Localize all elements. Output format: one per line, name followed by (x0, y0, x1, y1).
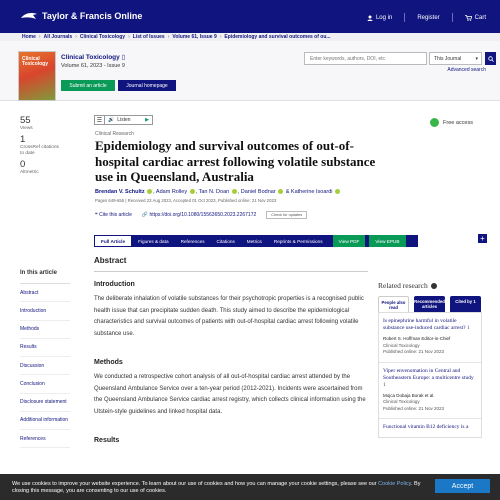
search-icon (488, 56, 494, 62)
login-label: Log in (375, 14, 393, 21)
orcid-icon[interactable] (190, 189, 195, 194)
audio-icon: 🔊 (108, 117, 115, 123)
toc-item[interactable]: Additional information (20, 412, 70, 430)
tab-metrics[interactable]: Metrics (246, 238, 262, 244)
search-scope-select[interactable] (429, 52, 482, 65)
related-author: Mojca Dobaja Borak et al. (383, 392, 435, 398)
tab-figures[interactable]: Figures & data (138, 238, 169, 244)
publication-info: Pages 649-655 | Received 23 Aug 2023, Accepted 01 Oct 2023, Published online: 21 Nov 2023 (95, 198, 277, 203)
related-date: Published online: 21 Nov 2023 (383, 405, 445, 411)
play-icon: ▶ (145, 117, 149, 123)
toc-item[interactable]: Methods (20, 321, 70, 339)
author-link[interactable]: Daniel Bodnar (240, 189, 276, 195)
cookie-text: We use cookies to improve your website experience. To learn about our use of cookies and how you can manage your cookie settings, please see our (12, 481, 377, 487)
related-journal: Clinical Toxicology (383, 342, 420, 348)
related-date: Published online: 21 Nov 2023 (383, 349, 445, 354)
divider (404, 13, 405, 22)
metric-views (20, 115, 33, 132)
tab-full-article[interactable]: Full Article (94, 235, 132, 247)
journal-title[interactable]: Clinical Toxicology ▯ (61, 54, 126, 61)
related-list (378, 312, 482, 438)
toc-item[interactable]: Introduction (20, 302, 70, 320)
article-tools (94, 115, 153, 125)
user-icon (367, 15, 373, 21)
related-meta (383, 393, 477, 413)
chevron-right-icon: › (219, 34, 222, 40)
submit-article-button[interactable]: Submit an article (61, 80, 115, 91)
section-heading: Results (94, 436, 120, 444)
check-updates-button[interactable]: Check for updates (266, 211, 307, 219)
orcid-icon[interactable] (147, 189, 152, 194)
author-link[interactable]: Brendan V. Schultz (95, 189, 145, 195)
site-logo[interactable] (20, 11, 142, 21)
chevron-right-icon: › (167, 34, 170, 40)
cover-text: Clinical Toxicology (22, 56, 49, 68)
abstract-heading: Abstract (94, 256, 368, 272)
chevron-right-icon: › (128, 34, 130, 40)
view-epub-button[interactable]: View EPUB (369, 235, 405, 247)
listen-button[interactable] (105, 115, 153, 125)
login-link[interactable] (367, 15, 392, 21)
divider (452, 13, 453, 22)
related-heading (378, 281, 482, 290)
breadcrumb-all-journals[interactable]: All Journals (43, 34, 73, 40)
article-toc (20, 270, 70, 448)
cite-link[interactable] (95, 212, 132, 218)
article-body (94, 256, 368, 450)
related-tabs (378, 296, 482, 312)
plus-icon: + (480, 233, 485, 243)
toc-item[interactable]: Disclosure statement (20, 394, 70, 412)
article-type: Clinical Research (95, 131, 134, 137)
metric-citations[interactable] (20, 134, 64, 157)
related-journal: Clinical Toxicology (383, 399, 420, 404)
top-nav (367, 13, 486, 22)
article-tabs (94, 235, 418, 247)
citation-links (95, 211, 307, 219)
breadcrumb-issues[interactable]: List of Issues (132, 34, 165, 40)
journal-volume[interactable]: Volume 61, 2023 - Issue 9 (61, 63, 125, 69)
advanced-search-link[interactable]: Advanced search (447, 67, 486, 73)
metric-label: CrossRef citations to date (20, 145, 59, 157)
chevron-right-icon: › (75, 34, 77, 40)
search-input[interactable] (304, 52, 427, 65)
breadcrumb-current: Epidemiology and survival outcomes of ou... (224, 34, 331, 40)
search-button[interactable] (485, 52, 496, 65)
metric-number: 1 (20, 134, 26, 145)
related-title-link[interactable]: Functional vitamin B12 deficiency is a (383, 424, 469, 430)
toc-item[interactable]: Results (20, 339, 70, 357)
free-access-badge (430, 118, 473, 127)
author-link[interactable]: Adam Rolley (155, 189, 188, 195)
related-author: Robert S. Hoffman Editor-in-Chief (383, 336, 451, 341)
breadcrumb-journal[interactable]: Clinical Toxicology (79, 34, 126, 40)
related-title: Related research (378, 281, 428, 290)
author-list: Brendan V. Schultz , Adam Rolley , Tan N. Doan , Daniel Bodnar & Katherine Isoardi (95, 188, 395, 197)
view-mode-button[interactable] (94, 115, 105, 125)
doi-link[interactable] (142, 212, 256, 218)
cookie-policy-link[interactable]: Cookie Policy (378, 481, 411, 487)
metric-label: Views (20, 126, 33, 132)
orcid-icon[interactable] (335, 189, 340, 194)
listen-label: Listen (117, 117, 131, 123)
breadcrumb-home[interactable]: Home (22, 34, 36, 40)
info-icon[interactable] (431, 283, 437, 289)
register-label: Register (417, 14, 440, 21)
cookie-banner (0, 474, 500, 500)
section-heading: Introduction (94, 281, 135, 288)
journal-header (0, 41, 500, 101)
search-scope-value: This Journal (434, 55, 462, 62)
metric-number: 0 (20, 159, 26, 170)
register-link[interactable] (417, 15, 439, 21)
view-pdf-button[interactable]: View PDF (333, 235, 366, 247)
cite-label: Cite this article (99, 212, 132, 218)
toc-item[interactable]: References (20, 430, 70, 448)
metric-altmetric[interactable] (20, 159, 39, 176)
tab-reprints[interactable]: Reprints & Permissions (273, 238, 323, 244)
journal-homepage-button[interactable]: Journal homepage (118, 80, 176, 91)
breadcrumb (0, 33, 500, 41)
cart-label: Cart (474, 14, 486, 21)
metric-number: 55 (20, 115, 31, 126)
journal-cover[interactable] (18, 51, 56, 101)
expand-button[interactable] (478, 234, 487, 243)
menu-icon: ☰ (96, 117, 103, 124)
toc-heading: In this article (20, 270, 70, 284)
tab-cited-by[interactable]: Cited by 1 (450, 296, 481, 312)
author-link[interactable]: Tan N. Doan (198, 189, 230, 195)
related-research (378, 281, 482, 438)
access-icon (430, 118, 439, 127)
open-access-icon: ▯ (121, 54, 126, 61)
author-link[interactable]: Katherine Isoardi (290, 189, 333, 195)
cart-link[interactable] (465, 15, 486, 21)
list-item[interactable] (379, 363, 481, 420)
toc-item[interactable]: Conclusion (20, 375, 70, 393)
doi-label: https://doi.org/10.1080/15563650.2023.2267172 (149, 212, 257, 218)
quote-icon: ❝ (95, 212, 98, 218)
list-item[interactable] (379, 313, 481, 363)
accept-cookies-button[interactable]: Accept (435, 479, 490, 493)
link-icon: 🔗 (141, 212, 149, 218)
list-item[interactable] (379, 419, 481, 437)
logo-icon (20, 11, 38, 21)
related-title-link[interactable]: Viper envenomation in Central and Southeastern Europe: a multicentre study 1 (383, 367, 474, 388)
breadcrumb-volume[interactable]: Volume 61, Issue 9 (172, 34, 217, 40)
access-label: Free access (443, 119, 473, 126)
tab-citations[interactable]: Citations (216, 238, 235, 244)
methods-paragraph: We conducted a retrospective cohort analysis of all out-of-hospital cardiac arrest attended by the Queensland Ambulance Service over a ten-year period (2012-2021). Incidents were ascertained from the Queensland Ambulance Service cardiac arrest registry, which collects clinical information using the Utstein-style guidelines and linked hospital data. (94, 373, 366, 415)
cookie-text: . By closing this message, you are consenting to our use of cookies. (12, 481, 421, 494)
tab-people-also-read[interactable]: People also read (378, 296, 409, 312)
orcid-icon[interactable] (232, 189, 237, 194)
metric-label: Altmetric (20, 170, 39, 176)
intro-paragraph: The deliberate inhalation of volatile substances for their psychotropic properties is a recognised public health issue that can precipitate sudden death. This study aimed to describe the epidemiological characteristics and survival outcomes of patients with out-of-hospital cardiac arrest following volatile substance use. (94, 296, 364, 338)
logo-text: Taylor & Francis Online (42, 11, 143, 21)
toc-item[interactable]: Discussion (20, 357, 70, 375)
tab-references[interactable]: References (180, 238, 205, 244)
related-title-link[interactable]: Is epinephrine harmful in volatile substance use-induced cardiac arrest? 1 (383, 318, 470, 331)
article-title: Epidemiology and survival outcomes of out-of-hospital cardiac arrest following volatile substance use in Queensland, Australia (95, 138, 376, 184)
tab-recommended[interactable]: Recommended articles (414, 296, 445, 312)
cart-icon (465, 15, 472, 21)
top-bar (0, 0, 500, 33)
related-meta (383, 336, 477, 356)
cookie-message (12, 481, 432, 494)
chevron-right-icon: › (38, 34, 41, 40)
chevron-down-icon: ▾ (475, 55, 478, 62)
toc-item[interactable]: Abstract (20, 284, 70, 302)
orcid-icon[interactable] (278, 189, 283, 194)
section-heading: Methods (94, 358, 123, 366)
